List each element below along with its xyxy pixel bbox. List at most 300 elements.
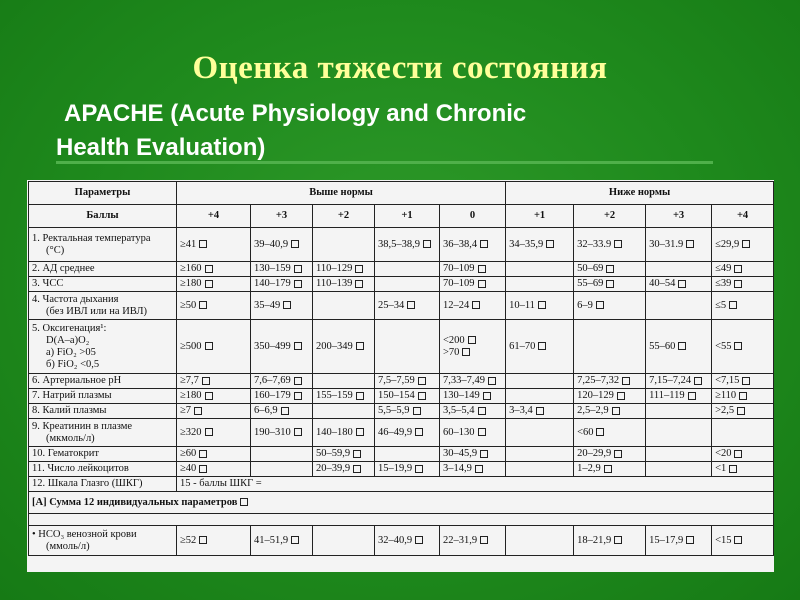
checkbox-icon[interactable] [468, 336, 476, 344]
checkbox-icon[interactable] [734, 280, 742, 288]
cell-value-wrap [715, 341, 770, 353]
cell-value: 38,5–38,9 [378, 238, 420, 250]
table-row [29, 262, 774, 277]
score-cell [712, 419, 774, 447]
cell-value-wrap [577, 263, 642, 275]
score-cell [375, 447, 440, 462]
cell-value-wrap [577, 278, 642, 290]
title-underline [56, 161, 713, 164]
checkbox-icon[interactable] [480, 240, 488, 248]
cell-value-wrap [443, 390, 502, 402]
cell-value: 110–129 [316, 263, 353, 274]
checkbox-icon[interactable] [478, 428, 486, 436]
cell-value-wrap [715, 463, 770, 475]
table-row [29, 292, 774, 320]
cell-value-wrap [443, 263, 502, 275]
checkbox-icon[interactable] [294, 265, 302, 273]
cell-value-wrap [577, 463, 642, 475]
cell-value-wrap [378, 535, 436, 547]
cell-value-wrap [715, 375, 770, 387]
cell-value: 39–40,9 [254, 238, 289, 250]
score-cell [712, 447, 774, 462]
checkbox-icon[interactable] [538, 301, 546, 309]
score-cell [712, 462, 774, 477]
param-label-line: 5. Оксигенация¹: [32, 322, 107, 334]
cell-value: ≥60 [180, 448, 197, 459]
score-cell [313, 292, 375, 320]
cell-value: 200–349 [316, 340, 353, 352]
cell-value-wrap [180, 263, 247, 275]
cell-value-wrap [180, 239, 247, 251]
checkbox-icon[interactable] [294, 377, 302, 385]
checkbox-icon[interactable] [478, 280, 486, 288]
table-row [29, 447, 774, 462]
glasgow-value: 15 - баллы ШКГ = [177, 477, 774, 492]
score-cell [574, 277, 646, 292]
cell-value-wrap [649, 278, 708, 290]
checkbox-icon[interactable] [294, 280, 302, 288]
cell-value: 7,15–7,24 [649, 375, 692, 386]
score-cell [440, 374, 506, 389]
score-cell [177, 277, 251, 292]
score-cell [251, 277, 313, 292]
sum-label: [А] Сумма 12 индивидуальных параметров [32, 496, 238, 508]
score-cell [506, 447, 574, 462]
cell-value: 12–24 [443, 299, 470, 311]
score-cell [574, 262, 646, 277]
checkbox-icon[interactable] [480, 536, 488, 544]
checkbox-icon[interactable] [294, 392, 302, 400]
checkbox-icon[interactable] [729, 301, 737, 309]
checkbox-icon[interactable] [199, 465, 207, 473]
table-row [29, 462, 774, 477]
cell-value-wrap [254, 300, 309, 312]
cell-value: ≥41 [180, 238, 197, 250]
cell-value: 7,5–7,59 [378, 375, 415, 386]
table-row [29, 374, 774, 389]
cell-value-wrap [378, 427, 436, 439]
cell-value: ≥7,7 [180, 375, 199, 386]
checkbox-icon[interactable] [734, 342, 742, 350]
cell-value-wrap [443, 535, 502, 547]
table-body [29, 228, 774, 556]
cell-value-wrap [443, 463, 502, 475]
cell-value-wrap [180, 405, 247, 417]
param-label-line: 8. Калий плазмы [32, 405, 107, 416]
cell-value: ≥320 [180, 426, 202, 438]
cell-value: 1–2,9 [577, 463, 601, 474]
apache-table-sheet [27, 180, 774, 572]
cell-value: 60–130 [443, 426, 475, 438]
param-label [29, 320, 177, 374]
score-cell [440, 462, 506, 477]
score-cell [712, 228, 774, 262]
checkbox-icon[interactable] [488, 377, 496, 385]
score-cell [574, 419, 646, 447]
score-cell [506, 320, 574, 374]
cell-value: 130–149 [443, 390, 480, 401]
param-label [29, 228, 177, 262]
checkbox-icon[interactable] [478, 407, 486, 415]
checkbox-icon[interactable] [353, 465, 361, 473]
checkbox-icon[interactable] [418, 392, 426, 400]
checkbox-icon[interactable] [739, 392, 747, 400]
checkbox-icon[interactable] [694, 377, 702, 385]
cell-value-wrap [254, 341, 309, 353]
cell-value-wrap [254, 375, 309, 387]
cell-value: 5,5–5,9 [378, 405, 410, 416]
checkbox-icon[interactable] [606, 280, 614, 288]
score-cell [506, 374, 574, 389]
cell-value: 25–34 [378, 299, 405, 311]
cell-value-wrap [715, 405, 770, 417]
score-cell [506, 292, 574, 320]
checkbox-icon[interactable] [475, 465, 483, 473]
header-score-6: +2 [574, 205, 646, 228]
table-row-spacer [29, 514, 774, 526]
score-cell [375, 262, 440, 277]
checkbox-icon[interactable] [199, 450, 207, 458]
checkbox-icon[interactable] [291, 240, 299, 248]
checkbox-icon[interactable] [294, 428, 302, 436]
checkbox-icon[interactable] [294, 342, 302, 350]
cell-value: 190–310 [254, 426, 291, 438]
cell-value-wrap [577, 427, 642, 439]
score-cell [177, 462, 251, 477]
checkbox-icon[interactable] [240, 498, 248, 506]
score-cell [646, 277, 712, 292]
score-cell [712, 277, 774, 292]
cell-value-wrap [254, 405, 309, 417]
cell-value-wrap [715, 263, 770, 275]
score-cell [440, 389, 506, 404]
score-cell [440, 277, 506, 292]
score-cell [712, 292, 774, 320]
table-row [29, 228, 774, 262]
checkbox-icon[interactable] [291, 536, 299, 544]
cell-value-wrap [180, 463, 247, 475]
score-cell [712, 389, 774, 404]
param-label [29, 462, 177, 477]
cell-value-wrap [577, 448, 642, 460]
score-cell [313, 228, 375, 262]
checkbox-icon[interactable] [283, 301, 291, 309]
cell-value: ≤39 [715, 278, 732, 289]
cell-value: 130–159 [254, 263, 291, 274]
checkbox-icon[interactable] [546, 240, 554, 248]
param-label-line: б) FiO₂ <0,5 [46, 358, 100, 370]
score-cell [712, 262, 774, 277]
score-cell [574, 526, 646, 556]
cell-value: <7,15 [715, 375, 740, 386]
checkbox-icon[interactable] [686, 536, 694, 544]
cell-value: ≥50 [180, 299, 197, 311]
cell-value: 20–39,9 [316, 463, 351, 474]
param-label-line: а) FiO₂ >05 [46, 346, 96, 358]
score-cell [313, 462, 375, 477]
cell-value: 70–109 [443, 278, 475, 289]
cell-value: 50–59,9 [316, 448, 351, 459]
cell-value: 32–33.9 [577, 238, 612, 250]
checkbox-icon[interactable] [353, 450, 361, 458]
cell-value-wrap [180, 427, 247, 439]
cell-value-wrap [316, 341, 371, 353]
checkbox-icon[interactable] [205, 280, 213, 288]
cell-value-wrap [254, 278, 309, 290]
score-cell [313, 404, 375, 419]
checkbox-icon[interactable] [734, 265, 742, 273]
checkbox-icon[interactable] [356, 342, 364, 350]
checkbox-icon[interactable] [415, 428, 423, 436]
score-cell [440, 228, 506, 262]
checkbox-icon[interactable] [199, 240, 207, 248]
cell-value-wrap [378, 300, 436, 312]
checkbox-icon[interactable] [596, 428, 604, 436]
checkbox-icon[interactable] [688, 392, 696, 400]
cell-value: 7,6–7,69 [254, 375, 291, 386]
header-score-2: +2 [313, 205, 375, 228]
param-label [29, 404, 177, 419]
cell-value-wrap [378, 463, 436, 475]
cell-value-wrap [378, 239, 436, 251]
cell-value: 55–69 [577, 278, 604, 289]
cell-value-wrap [509, 341, 570, 353]
score-cell [646, 292, 712, 320]
checkbox-icon[interactable] [612, 407, 620, 415]
checkbox-icon[interactable] [413, 407, 421, 415]
cell-value: 22–31,9 [443, 534, 478, 546]
score-cell [375, 320, 440, 374]
cell-value: 18–21,9 [577, 534, 612, 546]
checkbox-icon[interactable] [480, 450, 488, 458]
score-cell [375, 419, 440, 447]
cell-value-wrap [254, 263, 309, 275]
table-row-hco3 [29, 526, 774, 556]
score-cell [646, 389, 712, 404]
cell-value: <55 [715, 340, 732, 352]
cell-value: >2,5 [715, 405, 735, 416]
slide-title: Оценка тяжести состояния [192, 50, 608, 86]
cell-value: 36–38,4 [443, 238, 478, 250]
cell-value-wrap [443, 427, 502, 439]
cell-value-wrap [577, 390, 642, 402]
param-label [29, 262, 177, 277]
checkbox-icon[interactable] [407, 301, 415, 309]
checkbox-icon[interactable] [205, 265, 213, 273]
cell-value-wrap [715, 448, 770, 460]
checkbox-icon[interactable] [423, 240, 431, 248]
param-label-line: (ммоль/л) [46, 540, 90, 552]
checkbox-icon[interactable] [462, 348, 470, 356]
checkbox-icon[interactable] [199, 301, 207, 309]
cell-value: 6–6,9 [254, 405, 278, 416]
checkbox-icon[interactable] [483, 392, 491, 400]
checkbox-icon[interactable] [614, 536, 622, 544]
checkbox-icon[interactable] [614, 450, 622, 458]
subtitle-line-2: Health Evaluation) [56, 134, 266, 161]
score-cell [251, 419, 313, 447]
score-cell [506, 526, 574, 556]
score-cell [375, 389, 440, 404]
header-score-8: +4 [712, 205, 774, 228]
cell-value: 3–14,9 [443, 463, 472, 474]
cell-value-wrap [254, 390, 309, 402]
table-row [29, 320, 774, 374]
cell-value-wrap [316, 448, 371, 460]
checkbox-icon[interactable] [356, 392, 364, 400]
param-label-line: 2. АД среднее [32, 263, 95, 274]
score-cell [646, 374, 712, 389]
header-row-scores [29, 205, 774, 228]
header-row-groups [29, 182, 774, 205]
checkbox-icon[interactable] [734, 450, 742, 458]
checkbox-icon[interactable] [622, 377, 630, 385]
score-cell [375, 374, 440, 389]
table-row [29, 419, 774, 447]
cell-value-wrap [443, 278, 502, 290]
checkbox-icon[interactable] [596, 301, 604, 309]
cell-value: 15–17,9 [649, 534, 684, 546]
param-label [29, 292, 177, 320]
cell-value-wrap [378, 390, 436, 402]
checkbox-icon[interactable] [742, 240, 750, 248]
score-cell [177, 404, 251, 419]
cell-value-wrap [443, 300, 502, 312]
score-cell [375, 462, 440, 477]
checkbox-icon[interactable] [538, 342, 546, 350]
cell-value-wrap [577, 239, 642, 251]
cell-value: 150–154 [378, 390, 415, 401]
cell-value: 140–180 [316, 426, 353, 438]
score-cell [313, 447, 375, 462]
score-cell [712, 404, 774, 419]
score-cell [375, 228, 440, 262]
param-label-line: 9. Креатинин в плазме [32, 420, 133, 432]
cell-value-wrap [509, 405, 570, 417]
score-cell [574, 320, 646, 374]
score-cell [574, 462, 646, 477]
cell-value-wrap [715, 278, 770, 290]
cell-value: ≤5 [715, 299, 727, 311]
checkbox-icon[interactable] [729, 465, 737, 473]
checkbox-icon[interactable] [355, 265, 363, 273]
score-cell [574, 374, 646, 389]
header-points: Баллы [29, 205, 177, 228]
cell-value-wrap [649, 239, 708, 251]
cell-value: 50–69 [577, 263, 604, 274]
score-cell [440, 526, 506, 556]
checkbox-icon[interactable] [205, 428, 213, 436]
checkbox-icon[interactable] [742, 377, 750, 385]
header-score-0: +4 [177, 205, 251, 228]
score-cell [646, 262, 712, 277]
score-cell [646, 404, 712, 419]
cell-value: ≥7 [180, 405, 192, 416]
cell-value: 32–40,9 [378, 534, 413, 546]
score-cell [313, 389, 375, 404]
score-cell [506, 389, 574, 404]
checkbox-icon[interactable] [686, 240, 694, 248]
checkbox-icon[interactable] [415, 536, 423, 544]
cell-value: 120–129 [577, 390, 614, 401]
cell-value: 110–139 [316, 278, 353, 289]
score-cell [506, 277, 574, 292]
score-cell [251, 447, 313, 462]
score-cell [440, 404, 506, 419]
cell-value: >70 [443, 346, 460, 358]
checkbox-icon[interactable] [614, 240, 622, 248]
checkbox-icon[interactable] [415, 465, 423, 473]
score-cell [313, 277, 375, 292]
checkbox-icon[interactable] [606, 265, 614, 273]
checkbox-icon[interactable] [678, 280, 686, 288]
cell-value: 155–159 [316, 390, 353, 401]
score-cell [177, 419, 251, 447]
score-cell [313, 320, 375, 374]
cell-value-wrap [180, 300, 247, 312]
score-cell [177, 262, 251, 277]
cell-value-wrap [577, 535, 642, 547]
score-cell [177, 228, 251, 262]
checkbox-icon[interactable] [604, 465, 612, 473]
param-label-line: 7. Натрий плазмы [32, 390, 112, 401]
checkbox-icon[interactable] [281, 407, 289, 415]
checkbox-icon[interactable] [418, 377, 426, 385]
cell-value-wrap [715, 535, 770, 547]
checkbox-icon[interactable] [472, 301, 480, 309]
param-label [29, 389, 177, 404]
cell-value: ≥40 [180, 463, 197, 474]
checkbox-icon[interactable] [678, 342, 686, 350]
cell-value-wrap [180, 535, 247, 547]
cell-value: <15 [715, 534, 732, 546]
checkbox-icon[interactable] [194, 407, 202, 415]
checkbox-icon[interactable] [199, 536, 207, 544]
header-score-3: +1 [375, 205, 440, 228]
checkbox-icon[interactable] [355, 280, 363, 288]
checkbox-icon[interactable] [205, 342, 213, 350]
score-cell [506, 228, 574, 262]
param-label-line: 3. ЧСС [32, 278, 64, 289]
cell-value-wrap [316, 278, 371, 290]
score-cell [375, 277, 440, 292]
score-cell [574, 292, 646, 320]
cell-value: 20–29,9 [577, 448, 612, 459]
checkbox-icon[interactable] [734, 536, 742, 544]
cell-value-wrap [715, 300, 770, 312]
checkbox-icon[interactable] [536, 407, 544, 415]
checkbox-icon[interactable] [737, 407, 745, 415]
score-cell [177, 526, 251, 556]
checkbox-icon[interactable] [356, 428, 364, 436]
checkbox-icon[interactable] [202, 377, 210, 385]
score-cell [440, 262, 506, 277]
score-cell [506, 462, 574, 477]
cell-value-wrap [443, 335, 502, 347]
cell-value-wrap [443, 448, 502, 460]
cell-value-wrap [577, 405, 642, 417]
score-cell [712, 526, 774, 556]
checkbox-icon[interactable] [478, 265, 486, 273]
cell-value: 140–179 [254, 278, 291, 289]
cell-value-wrap [316, 263, 371, 275]
header-params: Параметры [29, 182, 177, 205]
cell-value-wrap [180, 341, 247, 353]
checkbox-icon[interactable] [205, 392, 213, 400]
score-cell [313, 374, 375, 389]
checkbox-icon[interactable] [617, 392, 625, 400]
glasgow-label: 12. Шкала Глазго (ШКГ) [29, 477, 177, 492]
